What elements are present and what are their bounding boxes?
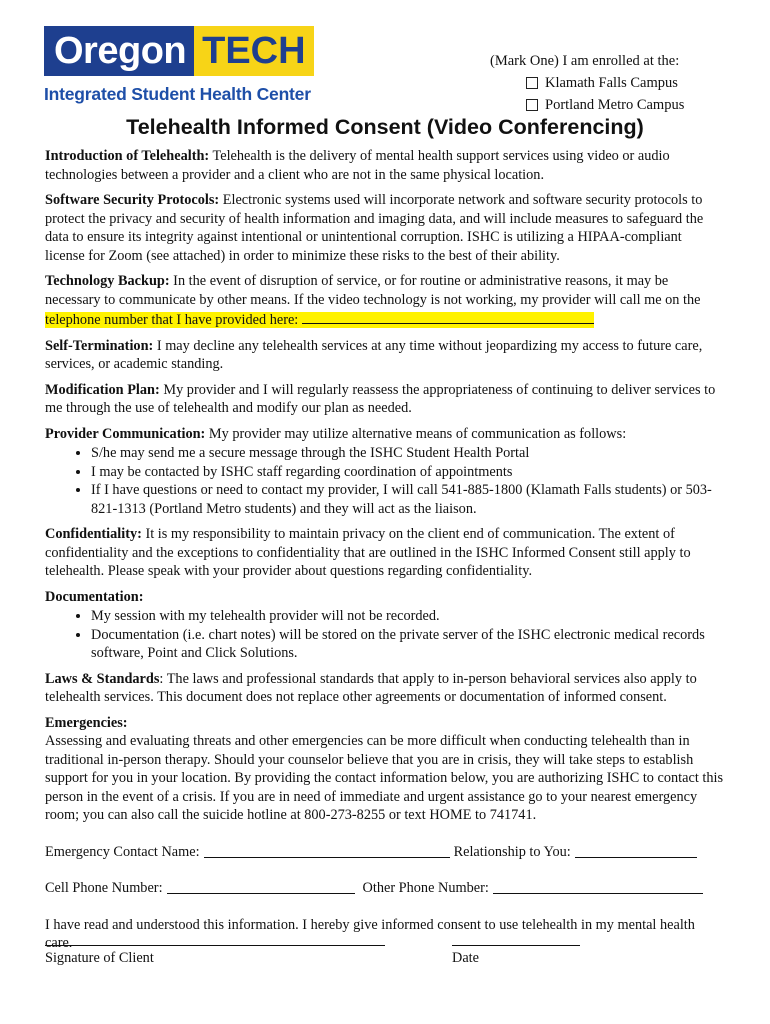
campus-option-portland[interactable] bbox=[526, 94, 684, 116]
section-heading: Self-Termination: bbox=[45, 337, 154, 354]
document-title: Telehealth Informed Consent (Video Conferencing) bbox=[126, 115, 644, 139]
other-phone-label: Other Phone Number: bbox=[362, 880, 489, 896]
section-heading: Documentation: bbox=[45, 588, 144, 605]
section-emergencies-text: Assessing and evaluating threats and other emergencies can be more difficult when conducting telehealth than in traditional in-person therapy. Should your counselor believe that you are in crisis, they will take steps to establish support for you in your location. By providing the contact information below, you are authorizing ISHC to contact this person in the event of a crisis. If you are in need of immediate and urgent assistance go to your nearest emergency room; you can also call the suicide hotline at 800-273-8255 or text HOME to 741741. bbox=[45, 733, 724, 823]
document-body bbox=[45, 147, 725, 960]
enrollment-selector bbox=[490, 50, 684, 116]
section-backup bbox=[45, 272, 725, 330]
phone-row bbox=[45, 879, 725, 898]
campus-option-label: Portland Metro Campus bbox=[545, 97, 685, 113]
section-text: My provider and I will regularly reassess the appropriateness of continuing to deliver services to me through the use of telehealth and modify our plan as needed. bbox=[45, 381, 716, 416]
client-signature-field[interactable] bbox=[45, 945, 385, 946]
list-item: • My session with my telehealth provider will not be recorded. bbox=[91, 607, 725, 626]
section-heading: Laws & Standards bbox=[45, 670, 160, 687]
campus-option-klamath[interactable] bbox=[526, 72, 684, 94]
other-phone-field[interactable] bbox=[493, 879, 703, 894]
client-signature-block bbox=[45, 945, 385, 967]
date-label: Date bbox=[452, 950, 479, 966]
section-intro bbox=[45, 147, 725, 184]
section-text: I may decline any telehealth services at any time without jeopardizing my access to future care, services, or academic standing. bbox=[45, 337, 703, 372]
enrollment-heading: (Mark One) I am enrolled at the: bbox=[490, 53, 680, 69]
section-laws bbox=[45, 670, 725, 707]
section-emergencies-heading bbox=[45, 714, 725, 733]
oregon-tech-logo bbox=[44, 26, 314, 105]
phone-number-field[interactable] bbox=[302, 309, 594, 324]
list-item: • Documentation (i.e. chart notes) will be stored on the private server of the ISHC electronic medical records software, Point and Click Solutions. bbox=[91, 626, 725, 663]
section-text: Electronic systems used will incorporate network and software security protocols to protect the privacy and security of health information and imaging data, and will include measures to safeguard the data to ensure its integrity against intentional or unintentional corruption. ISHC is utilizing a HIPAA-compliant license for Zoom (see attached) in order to minimize these risks to the best of their ability. bbox=[45, 192, 704, 264]
emergency-contact-field[interactable] bbox=[204, 843, 450, 858]
section-documentation bbox=[45, 588, 725, 607]
documentation-list bbox=[45, 607, 725, 663]
communication-list bbox=[45, 444, 725, 518]
section-modification bbox=[45, 381, 725, 418]
cell-phone-field[interactable] bbox=[167, 879, 355, 894]
client-signature-label: Signature of Client bbox=[45, 950, 154, 966]
checkbox-icon[interactable] bbox=[526, 99, 538, 111]
relationship-field[interactable] bbox=[575, 843, 697, 858]
highlighted-phone-prompt bbox=[45, 312, 594, 328]
section-heading: Confidentiality: bbox=[45, 526, 142, 542]
logo-word-oregon: Oregon bbox=[44, 26, 194, 76]
logo-word-tech: TECH bbox=[194, 26, 313, 76]
section-heading: Introduction of Telehealth: bbox=[45, 148, 210, 164]
list-item: • If I have questions or need to contact my provider, I will call 541-885-1800 (Klamath Falls students) or 503-821-1313 (Portland Metro students) and they will act as the liaison. bbox=[91, 481, 725, 518]
section-heading: Modification Plan: bbox=[45, 381, 160, 398]
cell-phone-label: Cell Phone Number: bbox=[45, 880, 163, 896]
section-security bbox=[45, 191, 725, 265]
section-text: In the event of disruption of service, or for routine or administrative reasons, it may be necessary to communicate by other means. If the video technology is not working, my provider will call me on the bbox=[45, 273, 701, 308]
date-block bbox=[452, 945, 580, 967]
section-text: : The laws and professional standards that apply to in-person behavioral services also apply to telehealth services. This document does not replace other agreements or documentation of informed consent. bbox=[45, 670, 697, 705]
campus-option-label: Klamath Falls Campus bbox=[545, 75, 678, 91]
section-text: It is my responsibility to maintain privacy on the client end of communication. The extent of confidentiality and the exceptions to confidentiality that are outlined in the ISHC Informed Consent still apply to telehealth. Please speak with your provider about questions regarding confidentiality. bbox=[45, 526, 691, 579]
section-confidentiality bbox=[45, 525, 725, 581]
checkbox-icon[interactable] bbox=[526, 77, 538, 89]
logo-subtitle: Integrated Student Health Center bbox=[44, 84, 311, 104]
section-heading: Emergencies: bbox=[45, 714, 128, 731]
section-communication bbox=[45, 425, 725, 444]
section-heading: Provider Communication: bbox=[45, 425, 206, 442]
emergency-contact-row bbox=[45, 843, 725, 862]
date-field[interactable] bbox=[452, 945, 580, 946]
emergency-contact-label: Emergency Contact Name: bbox=[45, 843, 200, 860]
highlight-text: telephone number that I have provided here: bbox=[45, 312, 299, 328]
section-text: My provider may utilize alternative means of communication as follows: bbox=[205, 425, 627, 442]
logo-wordmark bbox=[44, 26, 314, 76]
section-termination bbox=[45, 337, 725, 374]
section-heading: Technology Backup: bbox=[45, 273, 170, 289]
section-text: Telehealth is the delivery of mental health support services using video or audio technologies between a provider and a client who are not in the same physical location. bbox=[45, 148, 670, 183]
section-heading: Software Security Protocols: bbox=[45, 192, 220, 208]
consent-statement: I have read and understood this information. I hereby give informed consent to use telehealth in my mental health care. bbox=[45, 916, 695, 951]
relationship-label: Relationship to You: bbox=[453, 843, 571, 860]
list-item: • S/he may send me a secure message through the ISHC Student Health Portal bbox=[91, 444, 725, 463]
list-item: • I may be contacted by ISHC staff regarding coordination of appointments bbox=[91, 463, 725, 482]
